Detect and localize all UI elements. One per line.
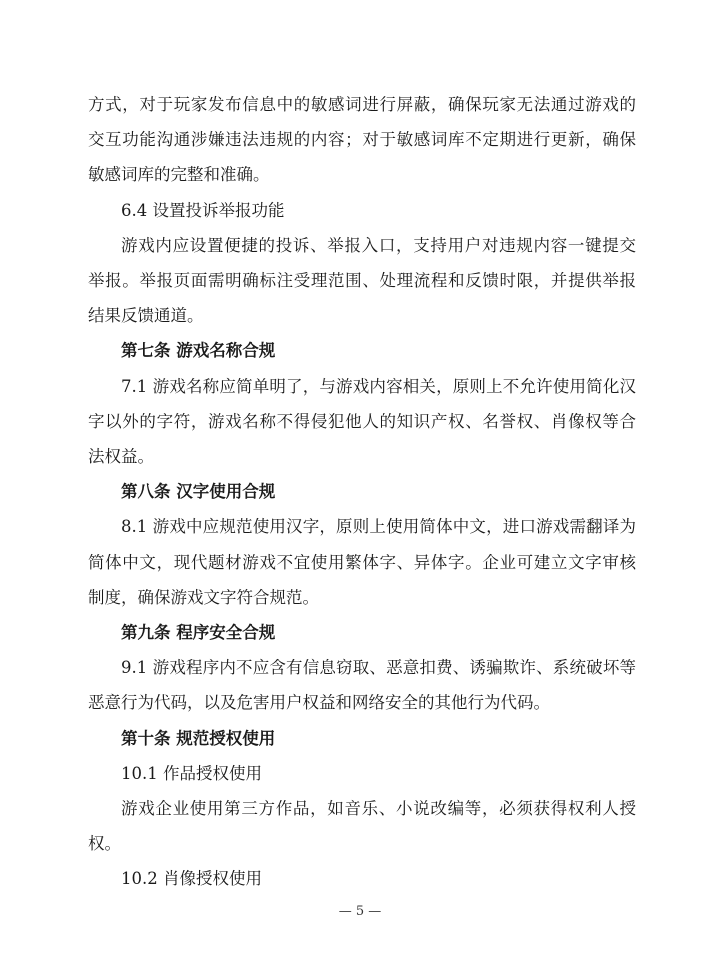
paragraph-line: 游戏内应设置便捷的投诉、举报入口，支持用户对违规内容一键提交 [121, 236, 636, 255]
page-number: — 5 — [338, 904, 382, 919]
article-heading: 第九条 程序安全合规 [121, 623, 276, 642]
paragraph-line: 交互功能沟通涉嫌违法违规的内容；对于敏感词库不定期进行更新，确保 [88, 130, 636, 149]
section-heading: 10.2 肖像授权使用 [121, 869, 262, 888]
paragraph-line: 结果反馈通道。 [88, 306, 204, 325]
paragraph-line: 7.1 游戏名称应简单明了，与游戏内容相关，原则上不允许使用简化汉 [121, 377, 636, 396]
paragraph-line: 举报。举报页面需明确标注受理范围、处理流程和反馈时限，并提供举报 [88, 271, 636, 290]
paragraph-line: 字以外的字符，游戏名称不得侵犯他人的知识产权、名誉权、肖像权等合 [88, 412, 636, 431]
paragraph-line: 9.1 游戏程序内不应含有信息窃取、恶意扣费、诱骗欺诈、系统破坏等 [121, 658, 636, 677]
paragraph-line: 游戏企业使用第三方作品，如音乐、小说改编等，必须获得权利人授 [121, 799, 636, 818]
section-heading: 10.1 作品授权使用 [121, 764, 262, 783]
paragraph-line: 8.1 游戏中应规范使用汉字，原则上使用简体中文，进口游戏需翻译为 [121, 517, 636, 536]
paragraph-line: 制度，确保游戏文字符合规范。 [88, 588, 319, 607]
paragraph-line: 权。 [88, 834, 121, 853]
paragraph-line: 方式，对于玩家发布信息中的敏感词进行屏蔽，确保玩家无法通过游戏的 [88, 95, 636, 114]
paragraph-line: 恶意行为代码，以及危害用户权益和网络安全的其他行为代码。 [88, 693, 550, 712]
article-heading: 第八条 汉字使用合规 [121, 482, 276, 501]
article-heading: 第七条 游戏名称合规 [121, 341, 276, 360]
section-heading: 6.4 设置投诉举报功能 [121, 201, 285, 220]
paragraph-line: 敏感词库的完整和准确。 [88, 165, 270, 184]
paragraph-line: 简体中文，现代题材游戏不宜使用繁体字、异体字。企业可建立文字审核 [88, 553, 636, 572]
article-heading: 第十条 规范授权使用 [121, 729, 276, 748]
paragraph-line: 法权益。 [88, 447, 154, 466]
